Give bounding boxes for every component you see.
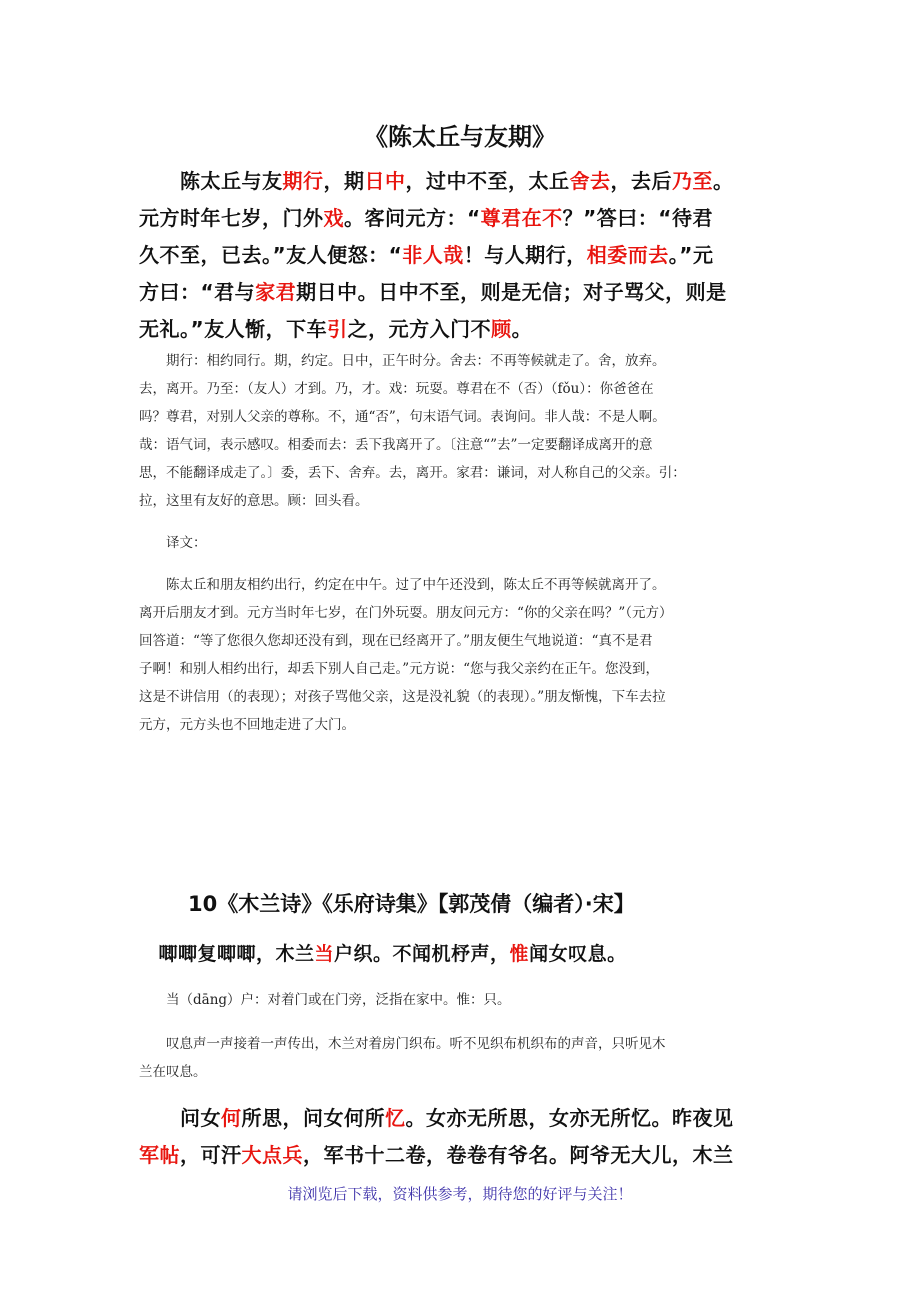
text-line bbox=[139, 1137, 789, 1174]
highlighted-word: 非人哉 bbox=[402, 243, 464, 267]
highlighted-word: 乃至 bbox=[672, 169, 713, 193]
translation-label-text: 译文： bbox=[139, 535, 207, 551]
text-segment: ，期 bbox=[323, 169, 365, 193]
text-segment: 问女 bbox=[139, 1106, 221, 1130]
highlighted-word: 顾 bbox=[491, 317, 512, 341]
text-segment: ，过中不至，太丘 bbox=[405, 169, 570, 193]
text-segment: ，军书十二卷，卷卷有爷名。阿爷无大儿，木兰 bbox=[303, 1143, 734, 1167]
text-segment: ？”答曰：“待君 bbox=[562, 206, 713, 230]
text-segment: 久不至，已去。”友人便怒：“ bbox=[139, 243, 403, 267]
text-segment: 。客问元方：“ bbox=[344, 206, 481, 230]
text-segment: 之，元方入门不 bbox=[347, 317, 492, 341]
text-segment: 唧唧复唧唧，木兰 bbox=[139, 943, 315, 965]
note-line: 期行：相约同行。期，约定。日中，正午时分。舍去：不再等候就走了。舍，放弃。 bbox=[139, 353, 666, 369]
translation-line: 兰在叹息。 bbox=[139, 1064, 207, 1080]
text-line bbox=[139, 311, 789, 348]
highlighted-word: 大点兵 bbox=[241, 1143, 303, 1167]
section1-translation bbox=[139, 571, 789, 739]
text-segment: 陈太丘与友 bbox=[139, 169, 283, 193]
section2-line1 bbox=[139, 936, 789, 973]
text-segment: 。 bbox=[511, 317, 533, 341]
note-line: 思，不能翻译成走了。〕委，丢下、舍弃。去，离开。家君：谦词，对人称自己的父亲。引： bbox=[139, 465, 686, 481]
highlighted-word: 家君 bbox=[255, 280, 297, 304]
text-segment: 闻女叹息。 bbox=[529, 943, 627, 965]
highlighted-word: 舍去 bbox=[569, 169, 611, 193]
highlighted-word: 当 bbox=[314, 943, 335, 965]
text-segment: 。女亦无所思，女亦无所忆。昨夜见 bbox=[405, 1106, 734, 1130]
note-line: 拉，这里有友好的意思。顾：回头看。 bbox=[139, 493, 369, 509]
section1-notes bbox=[139, 347, 789, 515]
translation-line: 回答道：“等了您很久您却还没有到，现在已经离开了。”朋友便生气地说道：“真不是君 bbox=[139, 633, 653, 649]
text-segment: 方曰：“君与 bbox=[139, 280, 256, 304]
text-segment: ！与人期行， bbox=[463, 243, 587, 267]
highlighted-word: 戏 bbox=[323, 206, 344, 230]
section2-translation bbox=[139, 1030, 789, 1086]
text-segment: ，可汗 bbox=[180, 1143, 242, 1167]
translation-line: 子啊！和别人相约出行，却丢下别人自己走。”元方说：“您与我父亲约在正午。您没到， bbox=[139, 661, 660, 677]
highlighted-word: 相委而去 bbox=[586, 243, 669, 267]
translation-line: 叹息声一声接着一声传出，木兰对着房门织布。听不见织布机织布的声音，只听见木 bbox=[139, 1036, 666, 1052]
highlighted-word: 惟 bbox=[509, 943, 530, 965]
text-segment: 元方时年七岁，门外 bbox=[139, 206, 324, 230]
text-segment: 期日中。日中不至，则是无信；对子骂父，则是 bbox=[296, 280, 727, 304]
text-line bbox=[139, 163, 789, 200]
translation-line: 离开后朋友才到。元方当时年七岁，在门外玩耍。朋友问元方：“你的父亲在吗？”（元方） bbox=[139, 605, 673, 621]
section2-note bbox=[139, 986, 789, 1014]
note-line: 去，离开。乃至：（友人）才到。乃，才。戏：玩耍。尊君在不（否）（fǒu）：你爸爸在 bbox=[139, 381, 654, 397]
section2-title: 10《木兰诗》《乐府诗集》【郭茂倩（编者）·宋】 bbox=[188, 892, 635, 916]
highlighted-word: 期行 bbox=[282, 169, 324, 193]
text-line bbox=[139, 274, 789, 311]
section1-title: 《陈太丘与友期》 bbox=[364, 123, 556, 151]
text-segment: 。 bbox=[713, 169, 734, 193]
translation-label bbox=[139, 529, 789, 557]
highlighted-word: 日中 bbox=[364, 169, 406, 193]
translation-line: 元方，元方头也不回地走进了大门。 bbox=[139, 717, 355, 733]
section2-paragraph bbox=[139, 1100, 789, 1174]
highlighted-word: 忆 bbox=[385, 1106, 406, 1130]
highlighted-word: 军帖 bbox=[139, 1143, 180, 1167]
text-line bbox=[139, 237, 789, 274]
note-line: 当（dāng）户：对着门或在门旁，泛指在家中。惟：只。 bbox=[139, 992, 511, 1008]
note-line: 哉：语气词，表示感叹。相委而去：丢下我离开了。〔注意“”去”一定要翻译成离开的意 bbox=[139, 437, 653, 453]
translation-line: 这是不讲信用（的表现）；对孩子骂他父亲，这是没礼貌（的表现）。”朋友惭愧，下车去拉 bbox=[139, 689, 666, 705]
section1-paragraph bbox=[139, 163, 789, 348]
highlighted-word: 何 bbox=[221, 1106, 242, 1130]
text-segment: 所思，问女何所 bbox=[241, 1106, 385, 1130]
text-line bbox=[139, 200, 789, 237]
text-segment: 无礼。”友人惭，下车 bbox=[139, 317, 328, 341]
note-line: 吗？尊君，对别人父亲的尊称。不，通“否”，句末语气词。表询问。非人哉：不是人啊。 bbox=[139, 409, 666, 425]
highlighted-word: 尊君在不 bbox=[480, 206, 563, 230]
footer-note: 请浏览后下载，资料供参考，期待您的好评与关注！ bbox=[287, 1185, 633, 1203]
text-line bbox=[139, 1100, 789, 1137]
text-segment: 。”元 bbox=[668, 243, 714, 267]
text-line bbox=[139, 936, 789, 973]
highlighted-word: 引 bbox=[327, 317, 348, 341]
text-segment: ，去后 bbox=[610, 169, 672, 193]
text-segment: 户织。不闻机杼声， bbox=[334, 943, 510, 965]
translation-line: 陈太丘和朋友相约出行，约定在中午。过了中午还没到，陈太丘不再等候就离开了。 bbox=[139, 577, 666, 593]
